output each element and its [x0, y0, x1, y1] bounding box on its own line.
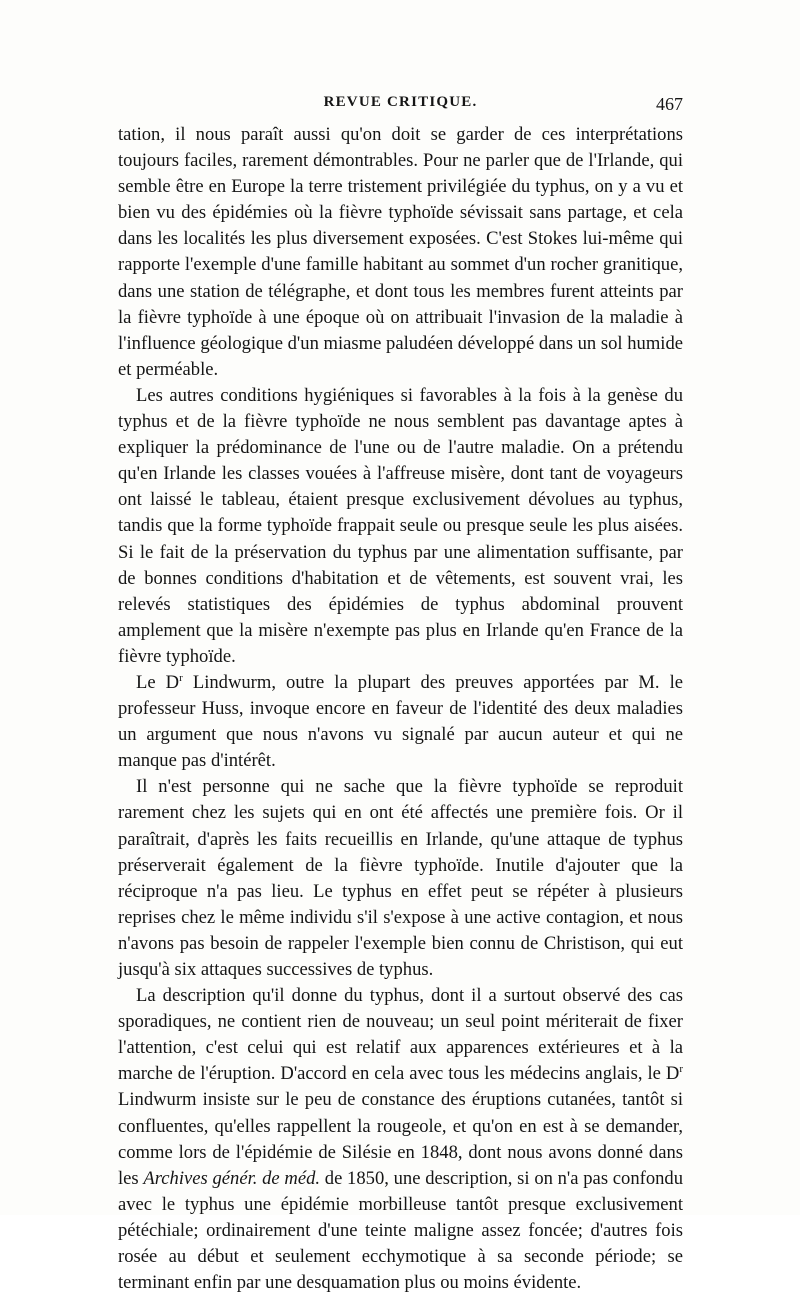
paragraph-5-part-3: de 1850, une description, si on n'a pas confondu avec le typhus une épidémie morbilleuse tantôt presque exclusivement pétéchiale; ordinairement d'une teinte maligne assez foncée; d'autres fois rosée au début et seulement ecchymotique à sa seconde période; se terminant enfin par une desquamation plus ou moins évidente. — [118, 1167, 684, 1294]
paragraph-2: Les autres conditions hygiéniques si favorables à la fois à la genèse du typhus et de la fièvre typhoïde ne nous semblent pas davantage aptes à expliquer la prédominance de l'une ou de l'autre maladie. On a prétendu qu'en Irlande les classes vouées à l'affreuse misère, dont tant de voyageurs ont laissé le tableau, étaient presque exclusivement dévolues au typhus, tandis que la forme typhoïde frappait seule ou presque seule les plus aisées. Si le fait de la préservation du typhus par une alimentation suffisante, par de bonnes conditions d'habitation et de vêtements, est souvent vrai, les relevés statistiques des épidémies de typhus abdominal prouvent amplement que la misère n'exempte pas plus en Irlande qu'en France de la fièvre typhoïde. — [118, 384, 683, 667]
running-head — [118, 94, 683, 118]
doctor-abbrev-sup: r — [179, 671, 183, 684]
paragraph-1: tation, il nous paraît aussi qu'on doit se garder de ces interprétations toujours faciles, rarement démontrables. Pour ne parler que de l'Irlande, qui semble être en Europe la terre tristement privilégiée du typhus, on y a vu et bien vu des épidémies où la fièvre typhoïde sévissait sans partage, et cela dans les localités les plus diversement exposées. C'est Stokes lui-même qui rapporte l'exemple d'une famille habitant au sommet d'un rocher granitique, dans une station de télégraphe, et dont tous les membres furent atteints par la fièvre typhoïde à une époque où on attribuait l'invasion de la maladie à l'influence géologique d'un miasme paludéen développé dans un sol humide et perméable. — [118, 124, 683, 380]
page-number: 467 — [656, 94, 683, 114]
paragraph-3-rest: Lindwurm, outre la plupart des preuves apportées par M. le professeur Huss, invoque encore en faveur de l'identité des deux maladies un argument que nous n'avons vu signalé par aucun auteur et qui ne manque pas d'intérêt. — [118, 671, 684, 772]
paragraph-3-start: Le D — [136, 671, 180, 693]
paragraph-3 — [118, 670, 683, 774]
paragraph-5-part-1: La description qu'il donne du typhus, dont il a surtout observé des cas sporadiques, ne contient rien de nouveau; un seul point mériterait de fixer l'attention, c'est celui qui est relatif aux apparences extérieures et à la marche de l'éruption. D'accord en cela avec tous les médecins anglais, le D — [118, 985, 683, 1085]
journal-citation: Archives génér. de méd. — [143, 1167, 321, 1189]
running-title: REVUE CRITIQUE. — [323, 94, 478, 110]
paragraph-5 — [118, 983, 683, 1296]
paragraph-4: Il n'est personne qui ne sache que la fièvre typhoïde se reproduit rarement chez les sujets qui en ont été affectés une première fois. Or il paraîtrait, d'après les faits recueillis en Irlande, qu'une attaque de typhus préserverait également de la fièvre typhoïde. Inutile d'ajouter que la réciproque n'a pas lieu. Le typhus en effet peut se répéter à plusieurs reprises chez le même individu s'il s'expose à une active contagion, et nous n'avons pas besoin de rappeler l'exemple bien connu de Christison, qui eut jusqu'à six attaques successives de typhus. — [118, 776, 683, 980]
paragraph-5-part-2: Lindwurm insiste sur le peu de constance des éruptions cutanées, tantôt si confluentes, qu'elles rappellent la rougeole, et qu'on en est à se demander, comme lors de l'épidémie de Silésie en 1848, dont nous avons donné dans les — [118, 1089, 683, 1189]
doctor-abbrev-sup-2: r — [679, 1063, 683, 1076]
body-text — [118, 122, 683, 1296]
